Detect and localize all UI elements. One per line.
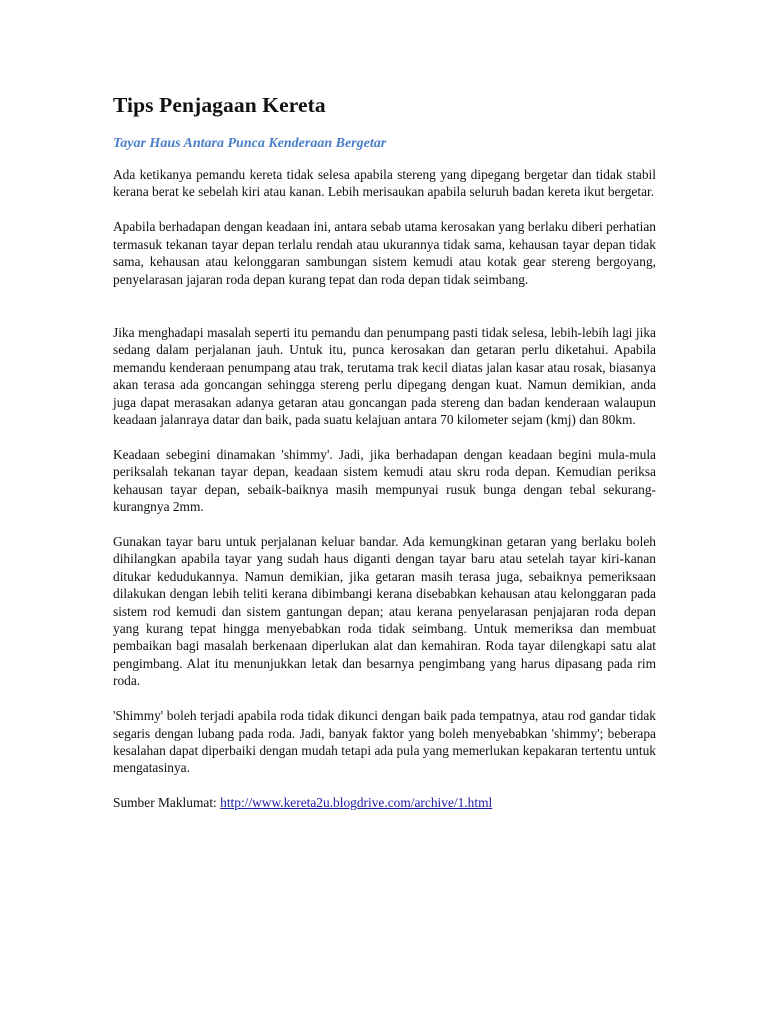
paragraph-2: Apabila berhadapan dengan keadaan ini, antara sebab utama kerosakan yang berlaku diberi perhatian termasuk tekanan tayar depan terlalu rendah atau ukurannya tidak sama, kehausan tayar depan tidak sama, kehausan atau kelonggaran sambungan sistem kemudi atau kotak gear stereng bergoyang, penyelarasan jajaran roda depan kurang tepat dan roda depan tidak seimbang. xyxy=(113,219,656,287)
document-title: Tips Penjagaan Kereta xyxy=(113,93,326,117)
paragraph-4: Keadaan sebegini dinamakan 'shimmy'. Jadi, jika berhadapan dengan keadaan begini mula-mula periksalah tekanan tayar depan, keadaan sistem kemudi atau skru roda depan. Kemudian periksa kehausan tayar depan, sebaik-baiknya masih mempunyai rusuk bunga dengan tebal sekurang-kurangnya 2mm. xyxy=(113,446,656,515)
source-label: Sumber Maklumat: xyxy=(113,795,221,811)
document-subtitle: Tayar Haus Antara Punca Kenderaan Bergetar xyxy=(113,136,387,151)
paragraph-1: Ada ketikanya pemandu kereta tidak selesa apabila stereng yang dipegang bergetar dan tidak stabil kerana berat ke sebelah kiri atau kanan. Lebih merisaukan apabila seluruh badan kereta ikut bergetar. xyxy=(113,167,656,200)
paragraph-6: 'Shimmy' boleh terjadi apabila roda tidak dikunci dengan baik pada tempatnya, atau rod gandar tidak segaris dengan lubang pada roda. Jadi, banyak faktor yang boleh menyebabkan 'shimmy'; beberapa kesalahan dapat diperbaiki dengan mudah tetapi ada pula yang memerlukan kepakaran tertentu untuk mengatasinya. xyxy=(113,708,656,776)
paragraph-5: Gunakan tayar baru untuk perjalanan keluar bandar. Ada kemungkinan getaran yang berlaku boleh dihilangkan apabila tayar yang sudah haus diganti dengan tayar baru atau setelah tayar kiri-kanan ditukar kedudukannya. Namun demikian, jika getaran masih terasa juga, sebaiknya pemeriksaan dilakukan dengan lebih teliti kerana dibimbangi kerana disebabkan kehausan atau kelonggaran pada sistem rod kemudi dan sistem gantungan depan; atau kerana penyelarasan penjajaran roda depan yang kurang tepat hingga menyebabkan roda tidak seimbang. Untuk memeriksa dan membuat pembaikan bagi masalah berkenaan diperlukan alat dan kemahiran. Roda tayar dilengkapi satu alat pengimbang. Alat itu menunjukkan letak dan besarnya pengimbang yang harus dipasang pada rim roda. xyxy=(113,534,656,689)
source-line xyxy=(113,794,656,811)
paragraph-3: Jika menghadapi masalah seperti itu pemandu dan penumpang pasti tidak selesa, lebih-lebih lagi jika sedang dalam perjalanan jauh. Untuk itu, punca kerosakan dan getaran perlu diketahui. Apabila memandu kenderaan penumpang atau trak, terutama trak kecil diatas jalan kasar atau rosak, biasanya akan terasa ada goncangan sehingga stereng perlu dipegang dengan kuat. Namun demikian, anda juga dapat merasakan adanya getaran atau goncangan pada stereng dan badan kenderaan walaupun keadaan jalanraya datar dan baik, pada suatu kelajuan antara 70 kilometer sejam (kmj) dan 80km. xyxy=(113,324,656,427)
source-link[interactable]: http://www.kereta2u.blogdrive.com/archive/1.html xyxy=(220,795,493,811)
